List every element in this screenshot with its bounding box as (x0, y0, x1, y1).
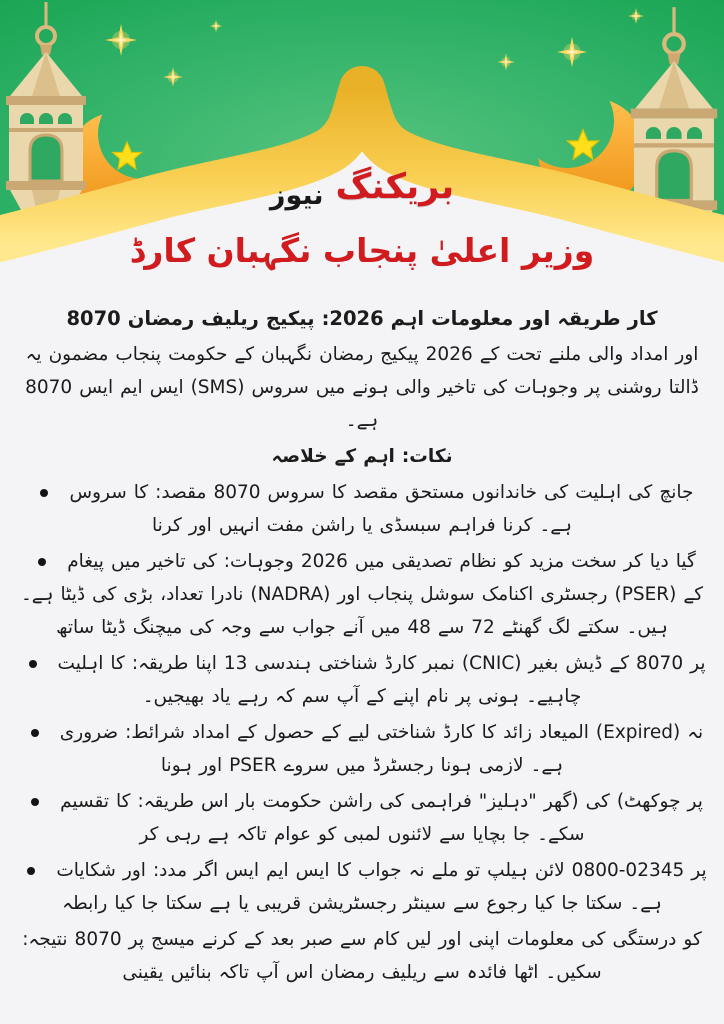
word-token: ہندسی (254, 653, 312, 674)
word-token: اگر (194, 860, 219, 881)
word-token: کی (379, 791, 404, 812)
word-token: حصول (263, 722, 315, 743)
word-token: 8070 (213, 482, 261, 503)
word-token: روشنی (607, 377, 662, 398)
word-token: رمضان (127, 307, 195, 330)
word-token: قریبی (255, 893, 302, 914)
word-token: اہلیت (575, 482, 622, 503)
word-token: گھنٹے (501, 617, 542, 638)
word-token: اور (337, 584, 361, 605)
word-token: (SMS) (190, 377, 245, 398)
word-token: نگہبان (261, 344, 313, 365)
word-token: درستگی (612, 929, 677, 950)
word-token: لازمی (478, 755, 524, 776)
word-token: ڈیٹا (60, 584, 86, 605)
word-token: میں (354, 551, 385, 572)
breaking-news-title (0, 168, 724, 211)
word-token: تاکہ (236, 824, 267, 845)
word-token: (Expired) (595, 722, 681, 743)
word-token: سے (339, 929, 367, 950)
word-token: ریلیف (201, 307, 259, 330)
word-token: ایم (266, 860, 289, 881)
word-token: یاد (211, 686, 231, 707)
word-token: خاندانوں (471, 482, 537, 503)
word-token: فراہمی (410, 791, 472, 812)
word-token: بھیجیں۔ (142, 686, 205, 707)
word-token: 13 (223, 653, 248, 674)
word-token: 8070 (74, 929, 122, 950)
word-token: (NADRA) (250, 584, 331, 605)
word-token: اپنی (468, 929, 500, 950)
bullet-item (14, 716, 710, 782)
word-token: آپ (336, 686, 360, 707)
word-token: پر (687, 791, 703, 812)
word-token: کے (334, 446, 357, 467)
word-token: سوشل (420, 584, 475, 605)
word-token: پنجاب (115, 344, 162, 365)
word-token: وجہ (220, 617, 252, 638)
word-token: ہے۔ (539, 515, 572, 536)
word-token: PSER (229, 755, 277, 776)
word-token: تاخیر (437, 377, 476, 398)
word-token: ریلیف (381, 962, 427, 983)
word-token: جواب (358, 860, 402, 881)
word-token: لگ (548, 617, 571, 638)
word-token: ڈیش (565, 653, 603, 674)
word-token: تاخیر (147, 551, 186, 572)
word-token: پر (584, 377, 601, 398)
word-token: تصدیقی (391, 551, 453, 572)
word-token: 2026 (300, 551, 348, 572)
bullet-dot-icon (38, 558, 46, 566)
word-token: کی (192, 551, 217, 572)
word-token: سکتے (577, 617, 620, 638)
word-token: راشن (328, 791, 373, 812)
word-token: رمضان (320, 962, 375, 983)
word-token: سروس (267, 482, 325, 503)
word-token: طریقہ (557, 307, 621, 330)
word-token: پر (691, 860, 707, 881)
word-token: تاکہ (218, 962, 250, 983)
word-token: مدد: (152, 860, 188, 881)
word-token: کی (581, 929, 606, 950)
summary-heading (14, 440, 710, 473)
word-token: وجوہات: (223, 551, 294, 572)
word-token: ہے (209, 893, 232, 914)
word-token: معلومات (431, 307, 514, 330)
word-token: امداد (630, 344, 669, 365)
word-token: شکایات (56, 860, 116, 881)
bullet-dot-icon (31, 729, 39, 737)
word-token: کے (366, 686, 386, 707)
bullet-dot-icon (29, 660, 37, 668)
word-token: یا (238, 893, 249, 914)
word-token: المیعاد (539, 722, 589, 743)
word-token: (گھر (543, 791, 579, 812)
word-token: اہم (390, 307, 425, 330)
word-token: کرنا (502, 515, 533, 536)
word-token: ہے۔ (629, 893, 662, 914)
word-token: سبسڈی (379, 515, 442, 536)
word-token: سروس (69, 482, 127, 503)
word-token: لائنوں (387, 824, 433, 845)
word-token: جا (141, 893, 159, 914)
word-token: کے (321, 722, 341, 743)
word-token: اور (199, 755, 223, 776)
word-token: کر (623, 551, 643, 572)
word-token: کا (133, 482, 149, 503)
word-token: وجوہات (514, 377, 578, 398)
word-token: ہے۔ (20, 584, 54, 605)
word-token: ہونا (160, 755, 193, 776)
word-token: مضمون (48, 344, 109, 365)
word-token: سے (258, 617, 286, 638)
word-token: سکیں۔ (545, 962, 602, 983)
word-token: ہیلپ (487, 860, 528, 881)
word-token: ملنے (548, 344, 582, 365)
word-token: (PSER) (614, 584, 677, 605)
word-token: میں (315, 377, 346, 398)
word-token: طریقہ: (137, 791, 194, 812)
word-token: 8070 (25, 377, 73, 398)
bullet-list (14, 476, 710, 920)
word-token: فائدہ (466, 962, 507, 983)
header-banner (0, 0, 724, 304)
word-token: جا (513, 824, 531, 845)
article-body (0, 300, 724, 992)
bullet-dot-icon (40, 489, 48, 497)
word-token: سے (437, 617, 465, 638)
word-token: تعداد، (160, 584, 204, 605)
word-token: کے (609, 653, 630, 674)
word-token: سکتا (165, 893, 203, 914)
word-token: انہیں (218, 515, 260, 536)
word-token: اپنے (392, 686, 420, 707)
bullet-item (14, 476, 710, 542)
word-token: اور (188, 515, 212, 536)
word-token: اکنامک (481, 584, 534, 605)
word-token: کارڈ (384, 653, 417, 674)
word-token: اس (200, 791, 229, 812)
conclusion-paragraph (14, 923, 710, 989)
word-token: ہونے (352, 377, 389, 398)
word-token: کو (503, 551, 523, 572)
word-token: شناختی (376, 722, 437, 743)
word-token: کارڈ (443, 722, 475, 743)
word-token: کرنا (152, 515, 182, 536)
word-token: تو (465, 860, 481, 881)
word-token: سروس (251, 377, 309, 398)
word-token: 2026: (321, 307, 384, 330)
word-token: اہلیت (57, 653, 104, 674)
word-token: میں (110, 551, 141, 572)
bullet-item (14, 854, 710, 920)
word-token: ایس (225, 860, 260, 881)
word-token: کیا (534, 893, 555, 914)
word-token: رجسٹریشن (308, 893, 397, 914)
word-token: والی (395, 377, 431, 398)
word-token: بچایا (472, 824, 507, 845)
word-token: ضروری (59, 722, 119, 743)
word-token: سے (452, 893, 480, 914)
word-token: یہ (25, 344, 42, 365)
word-token: ہونا (440, 755, 472, 776)
word-token: رہے (237, 686, 269, 707)
word-token: مزید (529, 551, 565, 572)
word-token: کی (585, 791, 610, 812)
word-token: سم (301, 686, 330, 707)
word-token: کار (627, 307, 658, 330)
word-token: شناختی (318, 653, 378, 674)
word-token: آنے (342, 617, 364, 638)
word-token: ہونی (478, 686, 520, 707)
word-token: کے (237, 722, 257, 743)
word-token: کی (544, 482, 569, 503)
word-token: کی (92, 584, 117, 605)
word-token: 0800-02345 (571, 860, 685, 881)
word-token: نہ (687, 722, 704, 743)
article-intro (14, 338, 710, 437)
word-token: ہے۔ (345, 410, 379, 431)
word-token: حکومت (262, 791, 322, 812)
word-token: اور (122, 860, 146, 881)
word-token: چاہیے۔ (526, 686, 582, 707)
word-token: کے (243, 929, 264, 950)
word-token: کا (481, 722, 497, 743)
word-token: رجسٹرڈ (372, 755, 434, 776)
word-token: کو (683, 929, 702, 950)
word-token: مفت (266, 515, 305, 536)
word-token: ایس (79, 377, 114, 398)
word-token: حکومت (168, 344, 228, 365)
word-token: سخت (571, 551, 617, 572)
word-token: اور (438, 929, 462, 950)
word-token: بار (235, 791, 256, 812)
word-token: ڈالتا (668, 377, 699, 398)
word-token: لمبی (343, 824, 381, 845)
word-token: کے (234, 344, 255, 365)
word-token: کی (189, 617, 214, 638)
word-token: کا (336, 860, 351, 881)
news-word: نیوز (269, 180, 324, 211)
word-token: جا (561, 893, 579, 914)
word-token: مقصد (353, 482, 399, 503)
word-token: ہیں۔ (626, 617, 668, 638)
word-token: کے (683, 584, 704, 605)
word-token: سینٹر (403, 893, 446, 914)
word-token: لیے (347, 722, 370, 743)
word-token: رابطہ (62, 893, 108, 914)
word-token: ملے (431, 860, 459, 881)
word-token: میچنگ (132, 617, 183, 638)
word-token: راشن (311, 515, 355, 536)
word-token: کی (482, 377, 508, 398)
word-token: کی (628, 482, 653, 503)
word-token: پیکیج (380, 344, 419, 365)
word-token: 72 (471, 617, 495, 638)
word-token: نظام (459, 551, 497, 572)
bullet-dot-icon (31, 798, 39, 806)
word-token: 48 (407, 617, 431, 638)
word-token: مستحق (405, 482, 465, 503)
word-token: دیا (649, 551, 669, 572)
word-token: رہی (165, 824, 201, 845)
word-token: رجوع (486, 893, 528, 914)
word-token: یقینی (122, 962, 164, 983)
word-token: اہم (363, 446, 395, 467)
word-token: 2026 (425, 344, 473, 365)
word-token: نادرا (210, 584, 244, 605)
word-token: کہ (275, 686, 295, 707)
word-token: فراہم (448, 515, 496, 536)
word-token: رجسٹری (540, 584, 608, 605)
article-headline (14, 302, 710, 335)
word-token: شرائط: (125, 722, 185, 743)
word-token: ہے۔ (530, 755, 564, 776)
word-token: اٹھا (513, 962, 539, 983)
word-token: میں (336, 755, 366, 776)
word-token: رمضان (319, 344, 374, 365)
word-token: ساتھ (56, 617, 95, 638)
word-token: سے (433, 962, 460, 983)
word-token: کر (139, 824, 159, 845)
word-token: جواب (292, 617, 336, 638)
word-token: ایس (149, 377, 184, 398)
word-token: پر (455, 686, 472, 707)
word-token: کرنے (201, 929, 237, 950)
word-token: ہے (207, 824, 230, 845)
word-token: کا (331, 482, 347, 503)
word-token: اور (520, 307, 551, 330)
word-token: یا (361, 515, 373, 536)
word-token: امداد (191, 722, 230, 743)
word-token: بنائیں (170, 962, 212, 983)
word-token: میں (370, 617, 401, 638)
word-token: اپنا (195, 653, 217, 674)
word-token: تقسیم (60, 791, 109, 812)
word-token: کے (479, 344, 500, 365)
word-token: کو (318, 824, 337, 845)
word-token: سروے (283, 755, 330, 776)
word-token: سکتا (585, 893, 623, 914)
word-token: میسج (151, 929, 195, 950)
word-token: اس (285, 962, 314, 983)
word-token: پیغام (67, 551, 104, 572)
word-token: پیکیج (265, 307, 315, 330)
bullet-dot-icon (27, 867, 35, 875)
word-token: نمبر (423, 653, 455, 674)
word-token: والی (588, 344, 624, 365)
word-token: نہ (408, 860, 425, 881)
bullet-item (14, 647, 710, 713)
word-token: گیا (675, 551, 696, 572)
word-token: بغیر (528, 653, 559, 674)
word-token: نتیجہ: (22, 929, 68, 950)
word-token: جانچ (659, 482, 694, 503)
word-token: کام (373, 929, 400, 950)
word-token: کا (116, 791, 131, 812)
word-token: چوکھٹ) (616, 791, 681, 812)
word-token: نکات: (401, 446, 453, 467)
bullet-item (14, 785, 710, 851)
word-token: ایم (120, 377, 143, 398)
word-token: پر (128, 929, 144, 950)
word-token: لیں (406, 929, 432, 950)
word-token: لائن (534, 860, 565, 881)
word-token: پنجاب (367, 584, 414, 605)
breaking-word: بریکنگ (335, 167, 455, 207)
word-token: نام (426, 686, 449, 707)
bullet-item (14, 545, 710, 644)
word-token: صبر (301, 929, 333, 950)
word-token: زائد (503, 722, 533, 743)
word-token: عوام (273, 824, 312, 845)
word-token: ایس (295, 860, 330, 881)
word-token: خلاصہ (271, 446, 328, 467)
word-token: پر (690, 653, 706, 674)
word-token: کا (110, 653, 125, 674)
word-token: بڑی (123, 584, 154, 605)
word-token: مقصد: (155, 482, 207, 503)
word-token: طریقہ: (131, 653, 189, 674)
word-token: "دہلیز" (478, 791, 537, 812)
word-token: اور (675, 344, 699, 365)
word-token: 8070 (636, 653, 684, 674)
word-token: (CNIC) (461, 653, 522, 674)
word-token: تحت (506, 344, 542, 365)
word-token: آپ (256, 962, 279, 983)
word-token: سے (439, 824, 466, 845)
word-token: 8070 (66, 307, 121, 330)
word-token: کیا (114, 893, 135, 914)
word-token: معلومات (506, 929, 575, 950)
page-title: وزیر اعلیٰ پنجاب نگہبان کارڈ (129, 231, 595, 270)
word-token: سکے۔ (537, 824, 585, 845)
word-token: ڈیٹا (101, 617, 126, 638)
word-token: بعد (270, 929, 295, 950)
